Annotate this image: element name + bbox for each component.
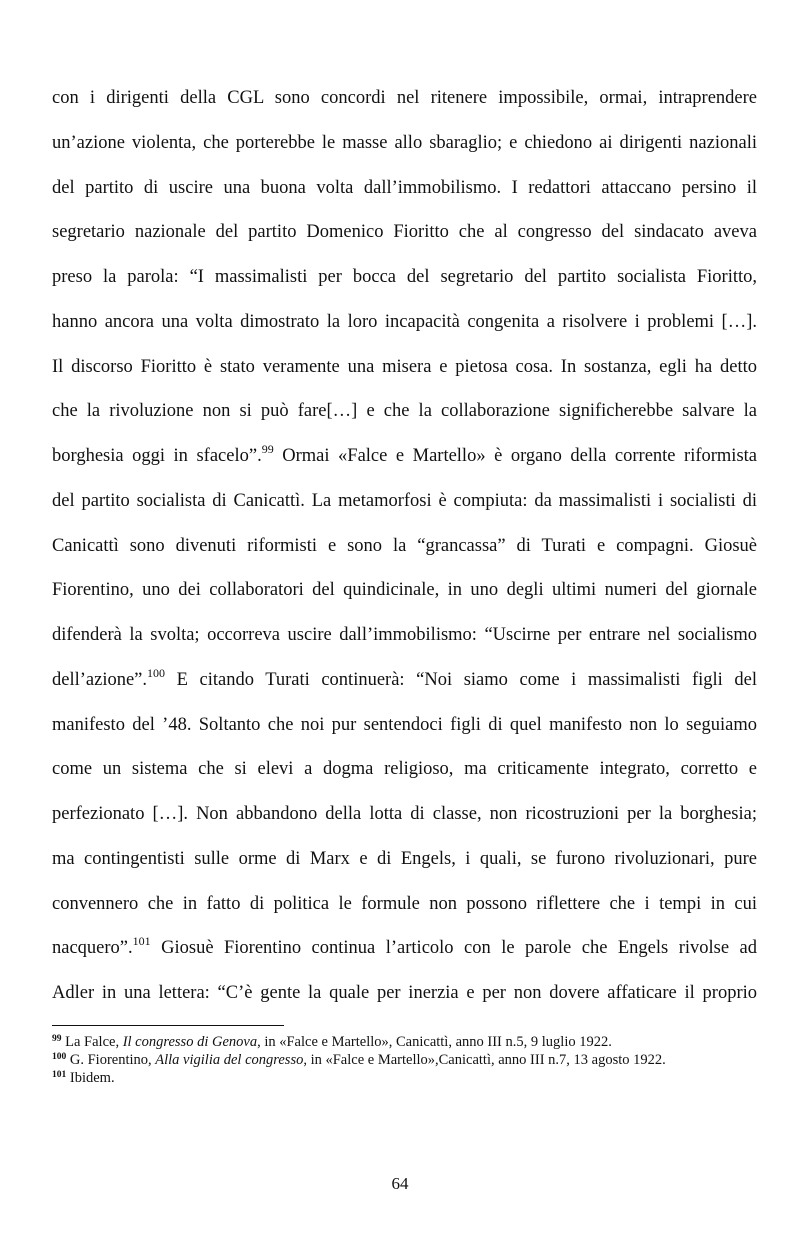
footnote-number: 101: [52, 1069, 67, 1080]
text-line: come un sistema che si elevi a dogma religioso, ma criticamente integrato, corretto e: [52, 759, 757, 780]
text-line: Fiorentino, uno dei collaboratori del quindicinale, in uno degli ultimi numeri del giornale: [52, 580, 757, 601]
text-line: perfezionato […]. Non abbandono della lotta di classe, non ricostruzioni per la borghesia;: [52, 804, 757, 824]
text-line: un’azione violenta, che porterebbe le masse allo sbaraglio; e chiedono ai dirigenti nazionali: [52, 132, 757, 153]
text-line: Adler in una lettera: “C’è gente la quale per inerzia e per non dovere affaticare il proprio: [52, 983, 757, 1003]
text-line: [52, 926, 757, 971]
footnote-number: 99: [52, 1033, 62, 1044]
text-line: con i dirigenti della CGL sono concordi nel ritenere impossibile, ormai, intraprendere: [52, 88, 757, 108]
footnote-title: Il congresso di Genova: [122, 1034, 258, 1050]
footnote-title: Alla vigilia del congresso: [155, 1052, 304, 1068]
text-line: convennero che in fatto di politica le formule non possono riflettere che i tempi in cui: [52, 893, 757, 914]
footnote-text: G. Fiorentino,: [66, 1052, 156, 1068]
text-line: Il discorso Fioritto è stato veramente una misera e pietosa cosa. In sostanza, egli ha detto: [52, 356, 757, 377]
footnote-text: Ibidem.: [66, 1070, 115, 1086]
footnote-text: , in «Falce e Martello», Canicattì, anno III n.5, 9 luglio 1922.: [257, 1034, 612, 1050]
text-line: manifesto del ’48. Soltanto che noi pur sentendoci figli di quel manifesto non lo seguiamo: [52, 714, 757, 735]
text-line: ma contingentisti sulle orme di Marx e di Engels, i quali, se furono rivoluzionari, pure: [52, 848, 757, 869]
footnotes: [52, 1033, 757, 1087]
text-fragment: nacquero”.: [52, 938, 133, 959]
footnote-100: [52, 1051, 757, 1069]
footnote-101: [52, 1069, 757, 1087]
text-line: [52, 434, 757, 479]
text-line: segretario nazionale del partito Domenico Fioritto che al congresso del sindacato aveva: [52, 222, 757, 243]
footnote-ref-99[interactable]: 99: [261, 442, 274, 457]
page-number: 64: [391, 1174, 409, 1193]
footnote-number: 100: [52, 1051, 67, 1062]
footnote-99: [52, 1033, 757, 1051]
text-line: Canicattì sono divenuti riformisti e sono la “grancassa” di Turati e compagni. Giosuè: [52, 535, 757, 556]
text-line: [52, 658, 757, 703]
footnote-text: , in «Falce e Martello»,Canicattì, anno III n.7, 13 agosto 1922.: [303, 1052, 666, 1068]
footnote-ref-101[interactable]: 101: [132, 934, 151, 949]
body-text: [52, 76, 757, 1016]
footnote-separator: [52, 1025, 284, 1026]
text-line: del partito di uscire una buona volta dall’immobilismo. I redattori attaccano persino il: [52, 177, 757, 198]
text-fragment: Ormai «Falce e Martello» è organo della corrente riformista: [273, 446, 757, 466]
text-line: hanno ancora una volta dimostrato la loro incapacità congenita a risolvere i problemi […].: [52, 311, 757, 332]
text-fragment: E citando Turati continuerà: “Noi siamo come i massimalisti figli del: [165, 669, 757, 690]
text-fragment: dell’azione”.: [52, 669, 148, 690]
footnote-text: La Falce,: [61, 1034, 123, 1050]
text-fragment: borghesia oggi in sfacelo”.: [52, 446, 262, 466]
footnote-ref-100[interactable]: 100: [147, 665, 166, 680]
text-fragment: Giosuè Fiorentino continua l’articolo con le parole che Engels rivolse ad: [150, 938, 757, 959]
text-line: che la rivoluzione non si può fare[…] e che la collaborazione significherebbe salvare la: [52, 401, 757, 422]
text-line: del partito socialista di Canicattì. La metamorfosi è compiuta: da massimalisti i socialisti di: [52, 490, 757, 511]
text-line: preso la parola: “I massimalisti per bocca del segretario del partito socialista Fioritto,: [52, 267, 757, 287]
text-line: difenderà la svolta; occorreva uscire dall’immobilismo: “Uscirne per entrare nel socialismo: [52, 625, 757, 645]
